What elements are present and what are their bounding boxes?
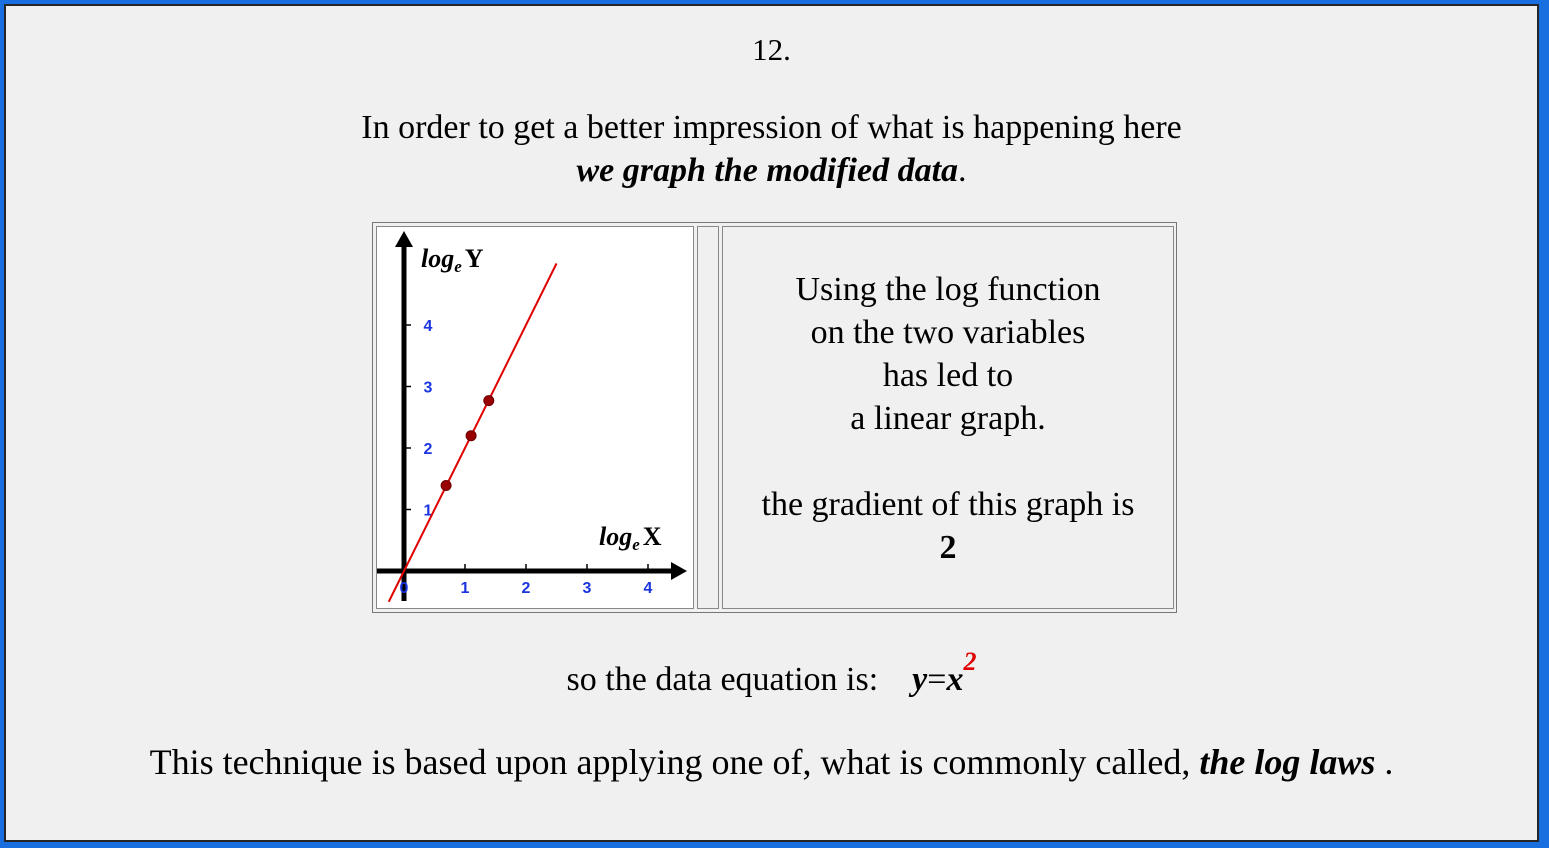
x-tick-label-4: 4 — [643, 580, 653, 597]
explanation-cell — [722, 226, 1174, 609]
intro-line-2 — [6, 152, 1537, 190]
x-tick-label-2: 2 — [521, 580, 531, 597]
conclusion-text: This technique is based upon applying one of, what is commonly called, — [149, 742, 1191, 782]
conclusion-period: . — [1375, 742, 1394, 782]
explanation-line-1: Using the log function — [795, 271, 1101, 308]
equation-prefix: so the data equation is: — [566, 661, 879, 698]
equation-lhs: y — [912, 661, 928, 698]
data-point-3 — [484, 396, 494, 406]
x-axis-title: loge X — [599, 522, 662, 554]
slide-number: 12. — [752, 32, 791, 67]
y-tick-label-2: 2 — [423, 441, 433, 458]
data-point-2 — [466, 431, 476, 441]
explanation-line-4: a linear graph. — [850, 400, 1046, 437]
conclusion-line — [6, 741, 1537, 783]
gradient-value: 2 — [939, 529, 957, 566]
y-tick-label-3: 3 — [423, 379, 433, 397]
x-axis-arrow — [671, 562, 687, 580]
equation-equals: = — [927, 661, 947, 698]
explanation-line-2: on the two variables — [810, 314, 1086, 351]
equation-base: x — [946, 661, 964, 698]
y-tick-label-4: 4 — [423, 318, 433, 335]
x-tick-label-3: 3 — [582, 580, 592, 597]
y-axis-arrow — [395, 231, 413, 247]
graph-table — [372, 222, 1177, 613]
equation-exponent: 2 — [963, 647, 977, 676]
slide-frame — [4, 4, 1539, 842]
y-tick-label-1: 1 — [423, 502, 433, 520]
log-log-chart — [377, 227, 693, 608]
spacer-cell — [697, 226, 719, 609]
graph-cell — [376, 226, 694, 609]
x-tick-label-1: 1 — [460, 580, 470, 597]
intro-emphasis: we graph the modified data — [576, 152, 959, 189]
gradient-text: the gradient of this graph is — [761, 486, 1135, 523]
data-point-1 — [441, 481, 451, 491]
explanation-line-3: has led to — [882, 357, 1014, 394]
x-tick-label-0: 0 — [399, 580, 409, 597]
intro-line-1: In order to get a better impression of what is happening here — [361, 109, 1182, 146]
log-laws-emphasis: the log laws — [1199, 742, 1376, 782]
slide-panel — [6, 6, 1537, 840]
intro-period: . — [958, 152, 967, 189]
equation-line — [6, 647, 1537, 699]
y-axis-title: loge Y — [421, 244, 484, 276]
